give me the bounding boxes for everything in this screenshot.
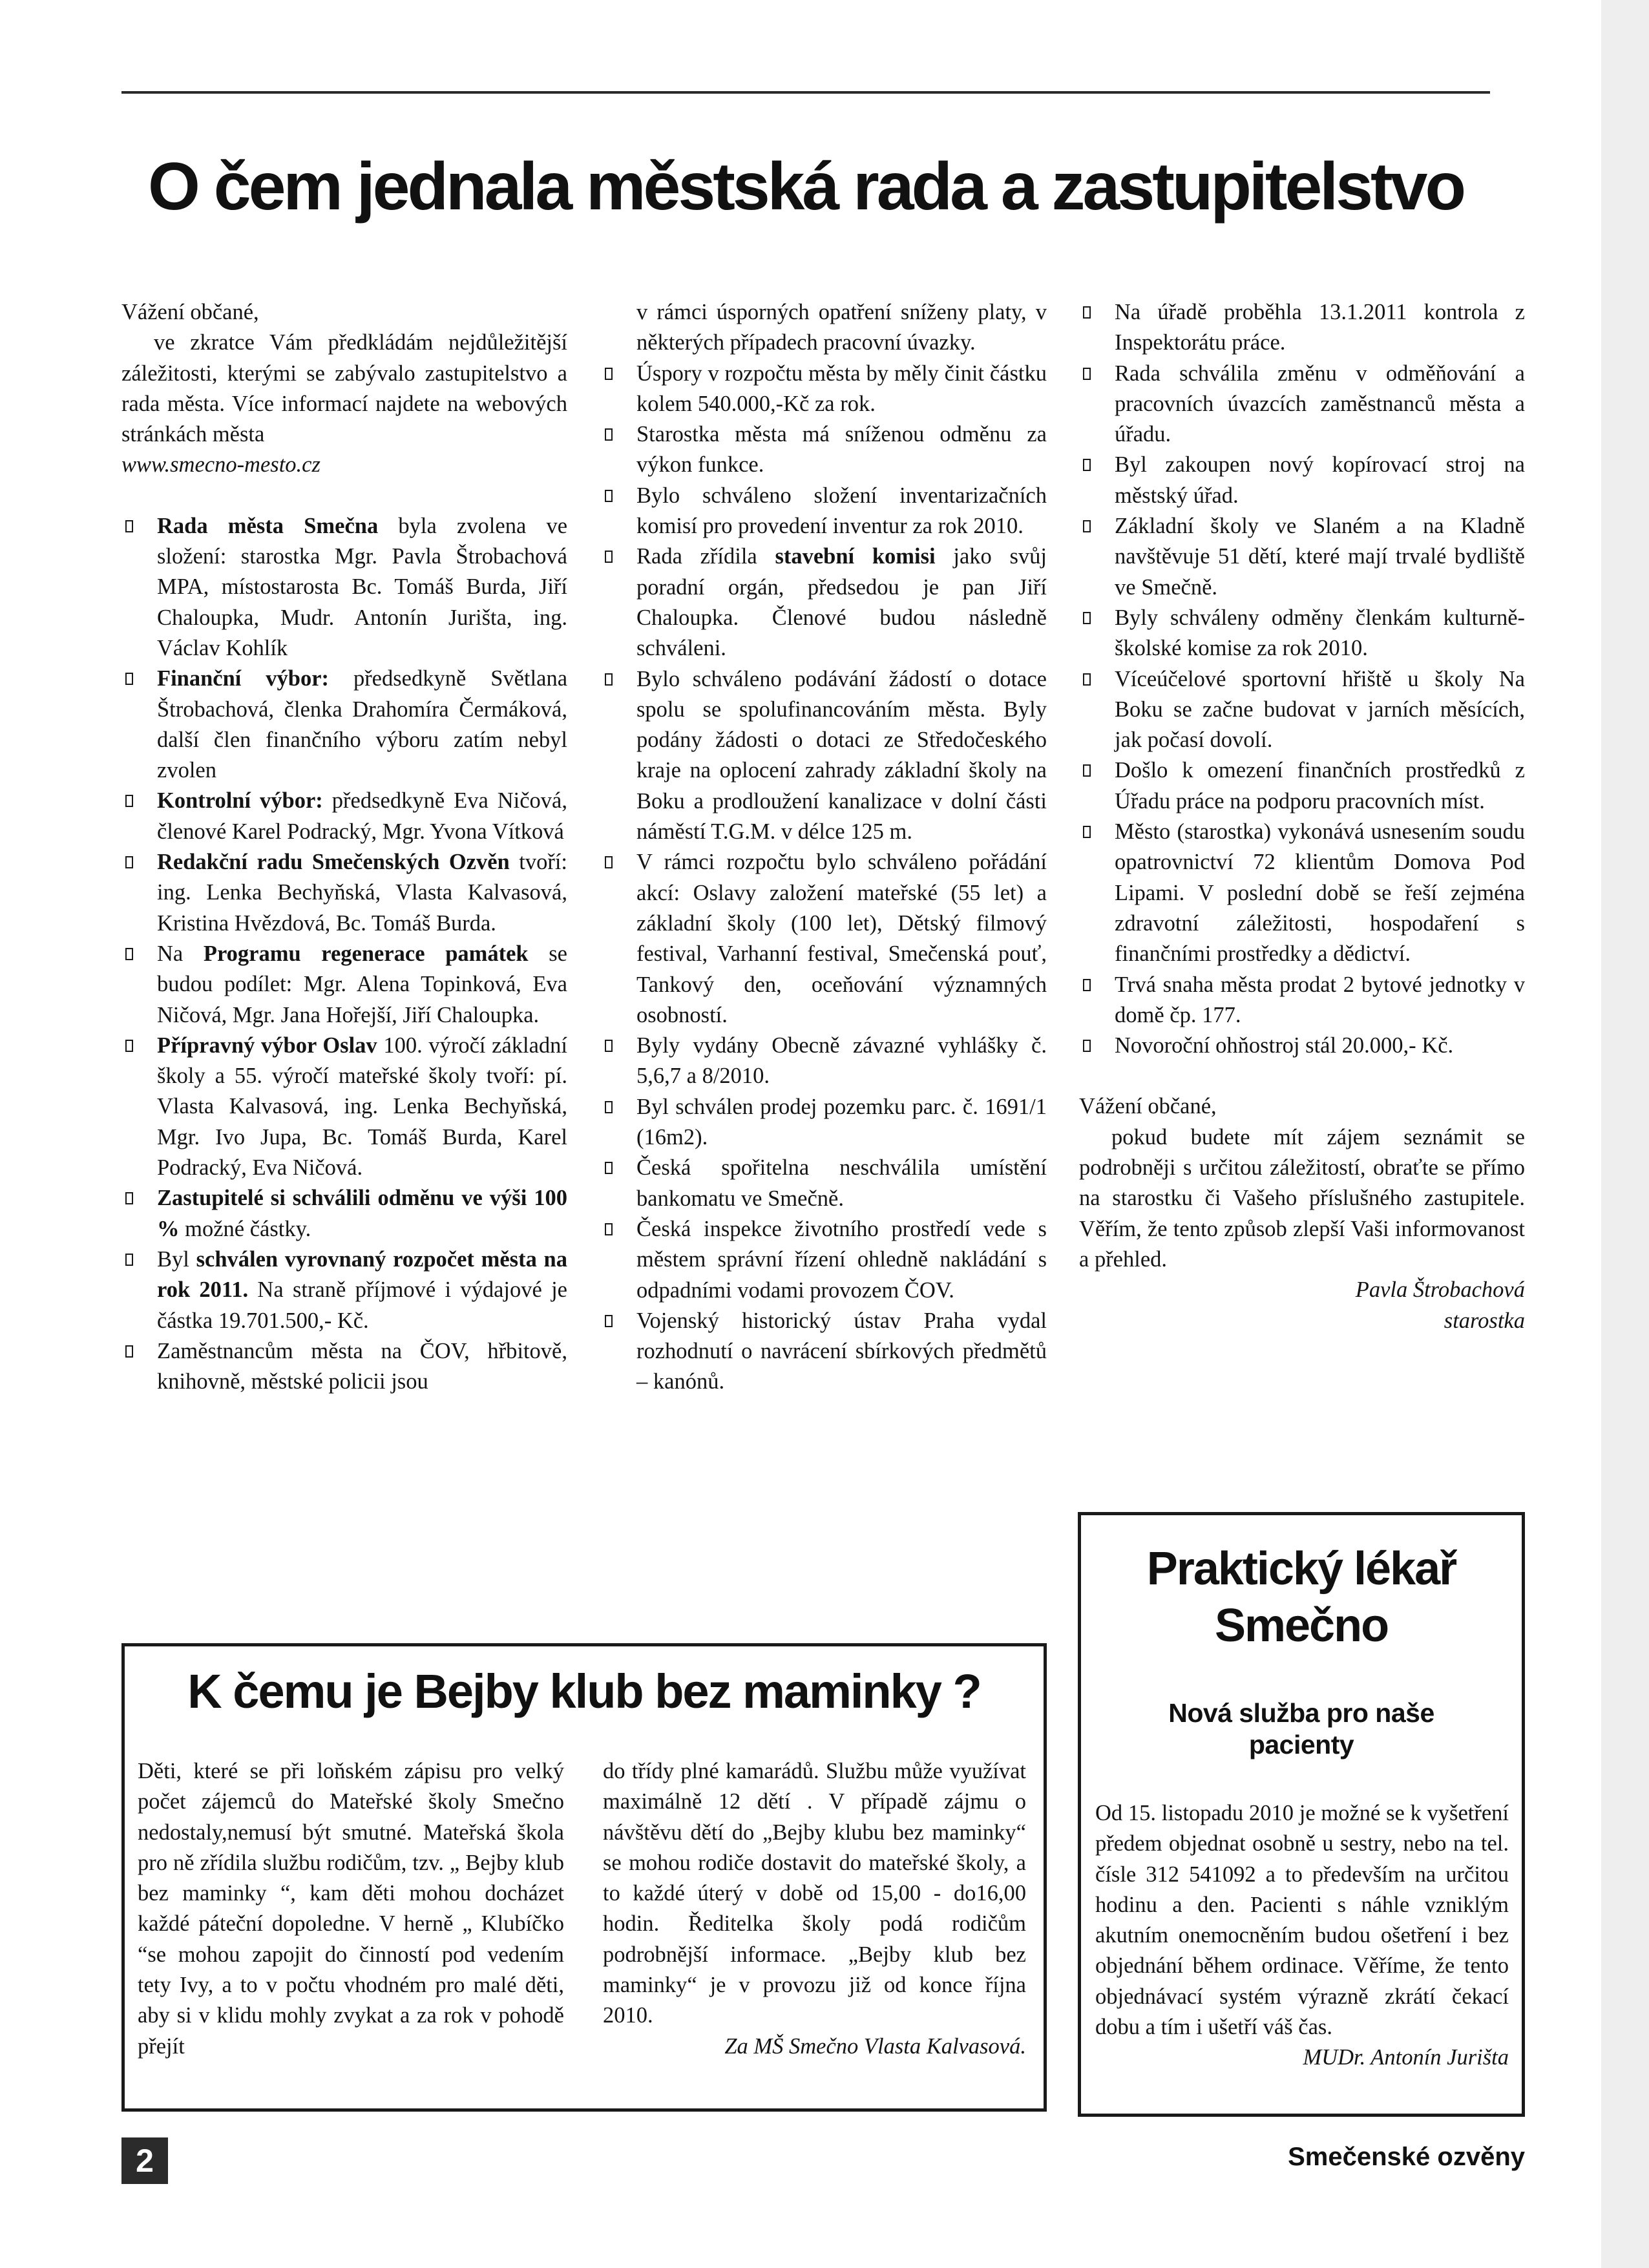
list-item: [1079, 1031, 1525, 1061]
list-item: [1079, 970, 1525, 1031]
column-2: [601, 297, 1047, 1398]
list-item: [601, 481, 1047, 542]
list-item: [121, 1244, 567, 1336]
list-item: [601, 664, 1047, 848]
bullet-box-icon: [125, 673, 133, 685]
bullet-box-icon: [1083, 764, 1091, 777]
item-text: se budou podílet: Mgr. Alena Topinková, Eva Ničová, Mgr. Jana Hořejší, Jiří Chaloupka.: [157, 941, 567, 1027]
footer-masthead: Smečenské ozvěny: [1288, 2143, 1525, 2171]
item-text: možné částky.: [179, 1216, 311, 1241]
item-emphasis: Přípravný výbor Oslav: [157, 1033, 377, 1058]
bullet-box-icon: [1083, 826, 1091, 838]
item-emphasis: Rada města Smečna: [157, 513, 379, 538]
website-link[interactable]: www.smecno-mesto.cz: [121, 452, 320, 478]
doctor-title-line2: Smečno: [1214, 1600, 1389, 1652]
item-text: Základní školy ve Slaném a na Kladně navštěvuje 51 dětí, které mají trvalé bydliště ve Smečně.: [1115, 514, 1525, 600]
item-text: tvoří: ing. Lenka Bechyňská, Vlasta Kalvasová, Kristina Hvězdová, Bc. Tomáš Burda.: [157, 850, 567, 936]
list-item: [601, 1306, 1047, 1398]
item-text: V rámci rozpočtu bylo schváleno pořádání akcí: Oslavy založení mateřské (55 let) a základní školy (100 let), Dětský filmový festival, Varhanní festival, Smečenská pouť, Tankový den, oceňování významných osobností.: [636, 850, 1047, 1027]
item-text: Trvá snaha města prodat 2 bytové jednotky v domě čp. 177.: [1115, 972, 1525, 1027]
list-item: [601, 359, 1047, 420]
item-text: předsedkyně Eva Ničová, členové Karel Podracký, Mgr. Yvona Vítková: [157, 788, 567, 844]
bullet-box-icon: [1083, 520, 1091, 532]
bullet-box-icon: [1083, 1040, 1091, 1052]
item-text: jako svůj poradní orgán, předsedou je pan Jiří Chaloupka. Členové budou následně schváleni.: [636, 544, 1047, 661]
list-item: [1079, 359, 1525, 450]
bullet-box-icon: [125, 1040, 133, 1052]
bullet-box-icon: [605, 551, 613, 563]
item-text: předsedkyně Světlana Štrobachová, členka Drahomíra Čermáková, další člen finančního výboru zatím nebyl zvolen: [157, 666, 568, 783]
doctor-text: Od 15. listopadu 2010 je možné se k vyšetření předem objednat osobně u sestry, nebo na tel. čísle 312 541092 a to především na určitou hodinu a den. Pacienti s náhle vzniklým akutním onemocněním budou ošetření i bez objednání během ordinace. Věříme, že tento objednávací systém výrazně zkrátí čekací dobu a tím i ušetří váš čas.: [1095, 1801, 1509, 2040]
signature-name: Pavla Štrobachová: [1355, 1277, 1525, 1303]
doctor-text-wrap: [1095, 1798, 1509, 2074]
list-item: [121, 511, 567, 664]
list-item: [601, 541, 1047, 664]
bullet-box-icon: [605, 1223, 613, 1235]
bullet-box-icon: [605, 1040, 613, 1052]
item-text: byla zvolena ve složení: starostka Mgr. Pavla Štrobachová MPA, místostarosta Bc. Tomáš Burda, Jiří Chaloupka, Mudr. Antonín Jurišta, ing. Václav Kohlík: [157, 513, 568, 660]
doctor-subtitle: Nová služba pro naše pacienty: [1168, 1698, 1434, 1760]
item-emphasis: schválen vyrovnaný rozpočet města na rok 2011.: [157, 1246, 567, 1303]
bullet-box-icon: [1083, 612, 1091, 624]
bejby-klub-title: K čemu je Bejby klub bez maminky ?: [187, 1664, 981, 1718]
item-emphasis: Zastupitelé si schválili odměnu ve výši 100 %: [157, 1186, 567, 1241]
list-item: [121, 1031, 567, 1183]
list-item: [121, 786, 567, 847]
list-item: [121, 664, 567, 786]
closing-text: pokud budete mít zájem seznámit se podrobněji s určitou záležitostí, obraťte se přímo na starostku či Vašeho příslušného zastupitele. Věřím, že tento způsob zlepší Vaši informovanost a přehled.: [1079, 1124, 1525, 1272]
bejby-klub-text-left: Děti, které se při loňském zápisu pro velký počet zájemců do Mateřské školy Smečno nedostaly,nemusí být smutné. Mateřská škola pro ně zřídila službu rodičům, tzv. „ Bejby klub bez maminky “, kam děti mohou docházet každé páteční dopoledne. V herně „ Klubíčko “se mohou zapojit do činností pod vedením tety Ivy, a to v počtu vhodném pro malé děti, aby si v klidu mohly zvykat a za rok v pohodě přejít: [138, 1759, 564, 2059]
intro-text: ve zkratce Vám předkládám nejdůležitější záležitosti, kterými se zabývalo zastupitelstvo a rada města. Více informací najdete na webových stránkách města: [121, 330, 567, 447]
item-text: Úspory v rozpočtu města by měly činit částku kolem 540.000,-Kč za rok.: [636, 361, 1047, 416]
item-text: Byly vydány Obecně závazné vyhlášky č. 5,6,7 a 8/2010.: [636, 1033, 1047, 1089]
item-emphasis: Redakční radu Smečenských Ozvěn: [157, 850, 510, 875]
bullet-box-icon: [605, 428, 613, 441]
list-item: [1079, 755, 1525, 817]
bullet-box-icon: [1083, 368, 1091, 380]
page-headline: O čem jednala městská rada a zastupitelstvo: [147, 149, 1464, 224]
item-text: Byly schváleny odměny členkám kulturně- školské komise za rok 2010.: [1115, 605, 1525, 661]
bullet-box-icon: [125, 1345, 133, 1358]
list-item: [1079, 664, 1525, 756]
bullet-box-icon: [1083, 673, 1091, 686]
item-text: 100. výročí základní školy a 55. výročí mateřské školy tvoří: pí. Vlasta Kalvasová, ing. Lenka Bechyňská, Mgr. Ivo Jupa, Bc. Tomáš Burda, Karel Podracký, Eva Ničová.: [157, 1033, 567, 1181]
list-item: [1079, 297, 1525, 359]
item-text: Na úřadě proběhla 13.1.2011 kontrola z Inspektorátu práce.: [1115, 300, 1525, 355]
bullet-box-icon: [605, 368, 613, 380]
item-text: Zaměstnancům města na ČOV, hřbitově, knihovně, městské policii jsou: [157, 1338, 567, 1394]
bejby-klub-box: [121, 1643, 1047, 2112]
item-text: Byl zakoupen nový kopírovací stroj na městský úřad.: [1115, 452, 1525, 508]
list-item: [1079, 511, 1525, 603]
bullet-box-icon: [125, 1192, 133, 1204]
bullet-box-icon: [125, 520, 133, 532]
column-3: [1079, 297, 1525, 1336]
item-text: Byl schválen prodej pozemku parc. č. 1691/1 (16m2).: [636, 1094, 1047, 1150]
bejby-klub-text-right-wrap: [603, 1756, 1026, 2062]
bullet-box-icon: [1083, 306, 1091, 319]
intro-greeting: Vážení občané,: [121, 300, 259, 324]
item-text: Česká spořitelna neschválila umístění bankomatu ve Smečně.: [636, 1155, 1047, 1211]
list-item: [121, 1336, 567, 1398]
signature-role: starostka: [1444, 1308, 1525, 1333]
bullet-box-icon: [605, 673, 613, 686]
page-number: 2: [121, 2137, 168, 2184]
column-1: [121, 297, 567, 1397]
item-text: Starostka města má sníženou odměnu za výkon funkce.: [636, 422, 1047, 478]
list-item: [1079, 450, 1525, 511]
list-item: [121, 847, 567, 939]
item-emphasis: Programu regenerace památek: [203, 941, 529, 966]
scan-page-edge: [1601, 0, 1649, 2268]
item-text: Bylo schváleno složení inventarizačních komisí pro provedení inventur za rok 2010.: [636, 483, 1047, 539]
item-text: Česká inspekce životního prostředí vede s městem správní řízení ohledně nakládání s odpadními vodami provozem ČOV.: [636, 1216, 1047, 1303]
continued-item-text: v rámci úsporných opatření sníženy platy, v některých případech pracovní úvazky.: [636, 300, 1047, 355]
doctor-title-line1: Praktický lékař: [1146, 1543, 1456, 1595]
item-text: Vojenský historický ústav Praha vydal rozhodnutí o navrácení sbírkových předmětů – kanónů.: [636, 1308, 1047, 1394]
item-text: Na straně příjmové i výdajové je částka 19.701.500,- Kč.: [157, 1277, 567, 1333]
bullet-box-icon: [605, 1162, 613, 1174]
bullet-box-icon: [605, 490, 613, 502]
list-item: [121, 939, 567, 1031]
list-item: [1079, 603, 1525, 664]
bejby-klub-text-right: do třídy plné kamarádů. Službu může využívat maximálně 12 dětí . V případě zájmu o návštěvu dětí do „Bejby klubu bez maminky“ se mohou rodiče dostavit do mateřské školy, a to každé úterý v době od 15,00 - do16,00 hodin. Ředitelka školy podá rodičům podrobnější informace. „Bejby klub bez maminky“ je v provozu již od konce října 2010.: [603, 1759, 1026, 2028]
item-text: Rada schválila změnu v odměňování a pracovních úvazcích zaměstnanců města a úřadu.: [1115, 361, 1525, 447]
item-lead-text: Byl: [157, 1246, 196, 1272]
list-item: [601, 419, 1047, 481]
list-item: [601, 1092, 1047, 1153]
closing-greeting: Vážení občané,: [1079, 1094, 1217, 1119]
council-items-list-2: [601, 359, 1047, 1398]
item-lead-text: Rada zřídila: [636, 544, 775, 569]
intro-paragraph: [121, 328, 567, 450]
bullet-box-icon: [125, 1254, 133, 1266]
item-emphasis: Kontrolní výbor:: [157, 788, 323, 814]
header-rule: [121, 91, 1490, 94]
item-text: Bylo schváleno podávání žádostí o dotace spolu se spolufinancováním města. Byly podány žádosti o dotaci ze Středočeského kraje na oplocení zahrady základní školy na Boku a prodloužení kanalizace v dolní části náměstí T.G.M. v délce 125 m.: [636, 666, 1047, 845]
bullet-box-icon: [125, 856, 133, 868]
item-text: Víceúčelové sportovní hřiště u školy Na Boku se začne budovat v jarních měsících, jak počasí dovolí.: [1115, 666, 1525, 753]
bejby-klub-signature: Za MŠ Smečno Vlasta Kalvasová.: [724, 2033, 1026, 2059]
item-emphasis: Finanční výbor:: [157, 666, 330, 691]
doctor-signature: MUDr. Antonín Jurišta: [1303, 2045, 1509, 2070]
bullet-box-icon: [605, 1315, 613, 1327]
doctor-box: [1078, 1512, 1525, 2117]
council-items-list-1: [121, 511, 567, 1398]
item-text: Město (starostka) vykonává usnesením soudu opatrovnictví 72 klientům Domova Pod Lipami. V poslední době se řeší zejména zdravotní záležitosti, hospodaření s finančními prostředky a dědictví.: [1115, 819, 1525, 967]
council-items-list-3: [1079, 297, 1525, 1061]
bullet-box-icon: [1083, 459, 1091, 471]
item-text: Novoroční ohňostroj stál 20.000,- Kč.: [1115, 1033, 1454, 1058]
bullet-box-icon: [125, 795, 133, 807]
item-emphasis: stavební komisi: [775, 544, 936, 569]
item-lead-text: Na: [157, 941, 204, 966]
bullet-box-icon: [605, 856, 613, 868]
list-item: [601, 1214, 1047, 1306]
bullet-box-icon: [1083, 979, 1091, 991]
bullet-box-icon: [605, 1101, 613, 1113]
list-item: [121, 1183, 567, 1244]
bullet-box-icon: [125, 948, 133, 960]
list-item: [601, 1153, 1047, 1214]
item-text: Došlo k omezení finančních prostředků z Úřadu práce na podporu pracovních míst.: [1115, 758, 1525, 814]
list-item: [601, 847, 1047, 1031]
list-item: [1079, 817, 1525, 969]
list-item: [601, 1031, 1047, 1092]
